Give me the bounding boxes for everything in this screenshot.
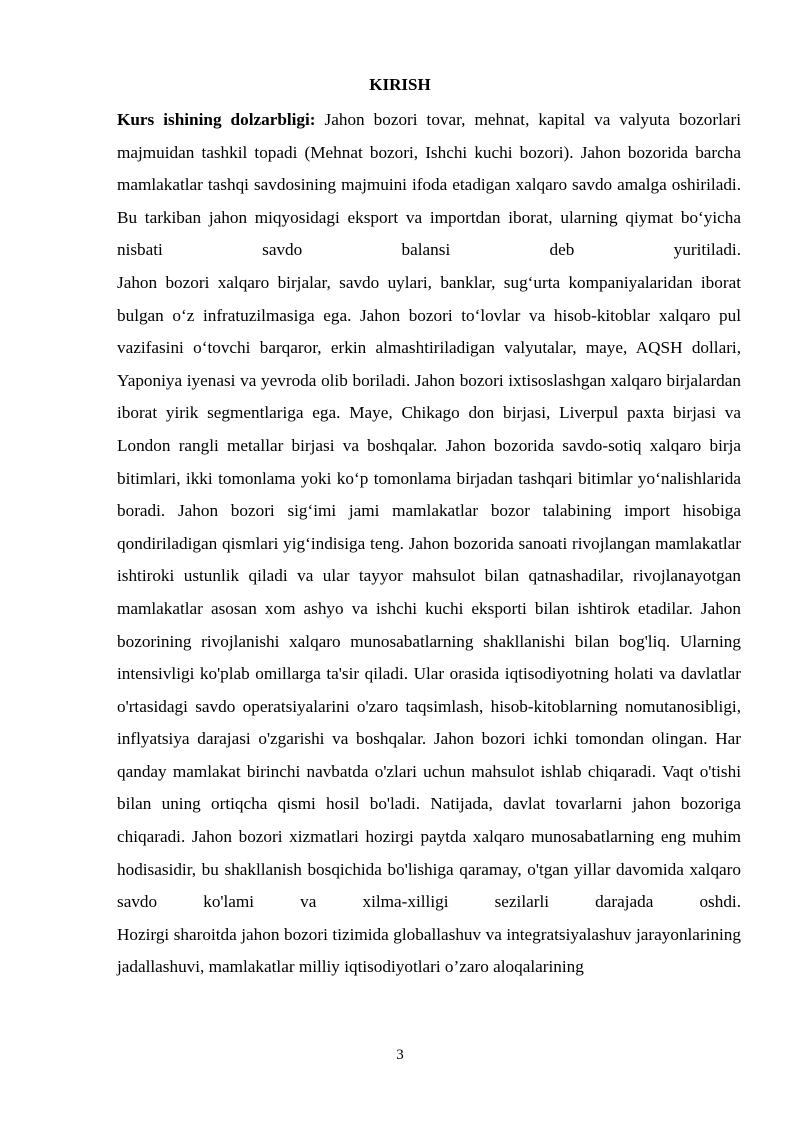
paragraph-2: Jahon bozori xalqaro birjalar, savdo uylari, banklar, sug‘urta kompaniyalaridan iborat bulgan o‘z infratuzilmasiga ega. Jahon bozori to‘lovlar va hisob-kitoblar xalqaro pul vazifasini o‘tovchi barqaror, erkin almashtiriladigan valyutalar, maye, AQSH dollari, Yaponiya iyenasi va yevroda olib boriladi. Jahon bozori ixtisoslashgan xalqaro birjalardan iborat yirik segmentlariga ega. Maye, Chikago don birjasi, Liverpul paxta birjasi va London rangli metallar birjasi va boshqalar. Jahon bozorida savdo-sotiq xalqaro birja bitimlari, ikki tomonlama yoki ko‘p tomonlama birjadan tashqari bitimlar yo‘nalishlarida boradi. Jahon bozori sig‘imi jami mamlakatlar bozor talabining import hisobiga qondiriladigan qismlari yig‘indisiga teng. Jahon bozorida sanoati rivojlangan mamlakatlar ishtiroki ustunlik qiladi va ular tayyor mahsulot bilan qatnashadilar, rivojlanayotgan mamlakatlar asosan xom ashyo va ishchi kuchi eksporti bilan ishtirok etadilar. Jahon bozorining rivojlanishi xalqaro munosabatlarning shakllanishi bilan bog'liq. Ularning intensivligi ko'plab omillarga ta'sir qiladi. Ular orasida iqtisodiyotning holati va davlatlar o'rtasidagi savdo operatsiyalarini o'zaro taqsimlash, hisob-kitoblarning nomutanosibligi, inflyatsiya darajasi o'zgarishi va boshqalar. Jahon bozori ichki tomondan olingan. Har qanday mamlakat birinchi navbatda o'zlari uchun mahsulot ishlab chiqaradi. Vaqt o'tishi bilan uning ortiqcha qismi hosil bo'ladi. Natijada, davlat tovarlarni jahon bozoriga chiqaradi. Jahon bozori xizmatlari hozirgi paytda xalqaro munosabatlarning eng muhim hodisasidir, bu shakllanish bosqichida bo'lishiga qaramay, o'tgan yillar davomida xalqaro savdo ko'lami va xilma-xilligi sezilarli darajada oshdi. bbox=[117, 272, 741, 912]
page-number: 3 bbox=[396, 1047, 404, 1063]
body-text bbox=[117, 104, 741, 984]
topic-relevance-label: Kurs ishining dolzarbligi: bbox=[117, 110, 316, 129]
section-title: KIRISH bbox=[369, 75, 431, 94]
paragraph-1-text: Jahon bozori tovar, mehnat, kapital va valyuta bozorlari majmuidan tashkil topadi (Mehnat bozori, Ishchi kuchi bozori). Jahon bozorida barcha mamlakatlar tashqi savdosining majmuini ifoda etadigan xalqaro savdo amalga oshiriladi. Bu tarkiban jahon miqyosidagi eksport va importdan iborat, ularning qiymat bo‘yicha nisbati savdo balansi deb yuritiladi. bbox=[117, 110, 742, 260]
paragraph-1 bbox=[117, 104, 741, 267]
paragraph-3: Hozirgi sharoitda jahon bozori tizimida globallashuv va integratsiyalashuv jarayonlarining jadallashuvi, mamlakatlar milliy iqtisodiyotlari o’zaro aloqalarining bbox=[117, 924, 741, 977]
